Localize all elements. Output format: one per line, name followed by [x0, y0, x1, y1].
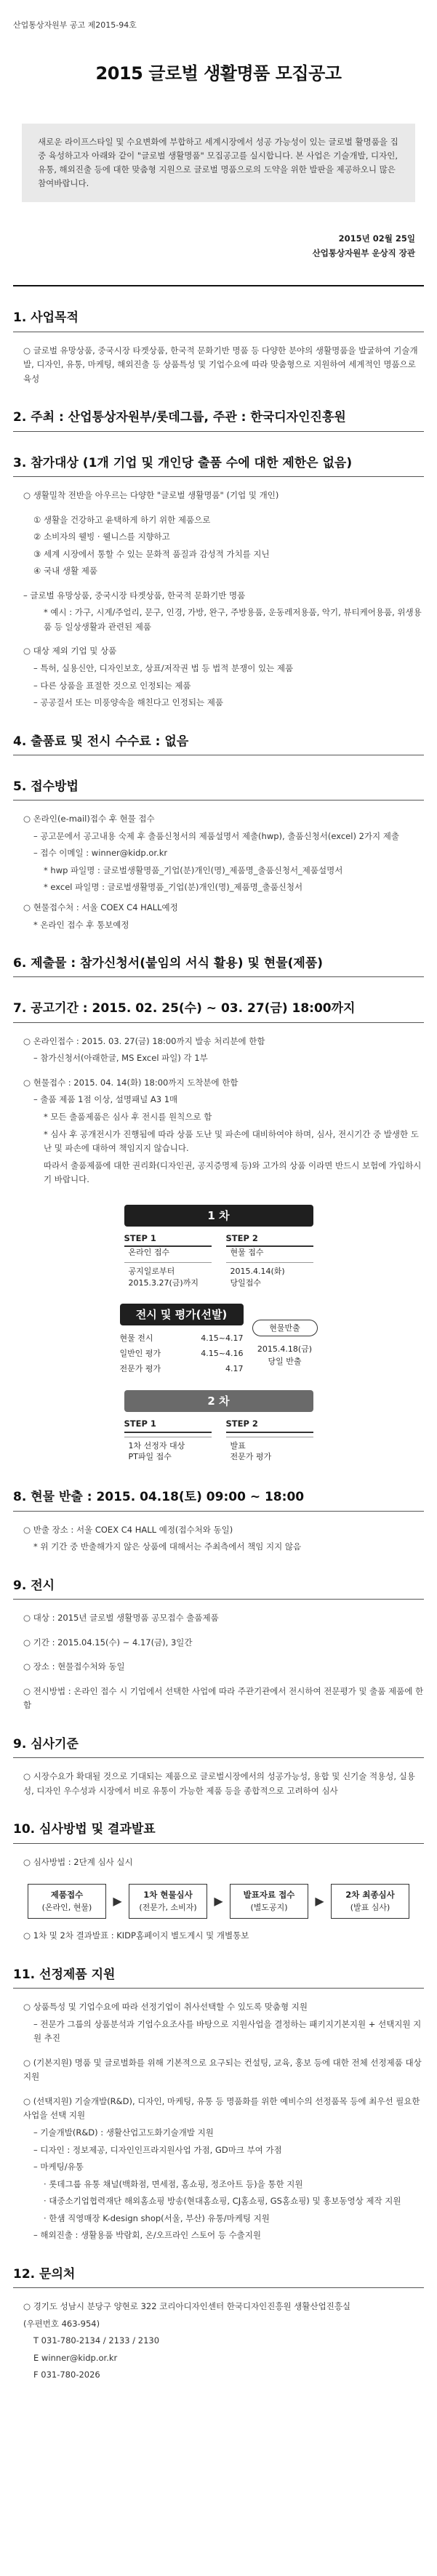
list-item: – 전문가 그룹의 상품분석과 기업수요조사를 바탕으로 지원사업을 결정하는 패키지기본지원 + 선택지원 지원 추진: [33, 2018, 422, 2044]
list-item: * hwp 파일명 : 글로벌생활명품_기업(분)개인(명)_제품명_출품신청서_제품설명서: [44, 864, 343, 875]
list-item: ○ 전시방법 : 온라인 접수 시 기업에서 선택한 사업에 따라 주관기관에서 전시하여 전문평가 및 출품 제품에 한함: [23, 1685, 424, 1711]
list-item: ○ 온라인(e-mail)접수 후 현물 접수: [23, 814, 155, 824]
return-block: [252, 1320, 318, 1368]
list-item: ○ 온라인접수 : 2015. 03. 27(금) 18:00까지 발송 처리분에 한함: [23, 1035, 265, 1046]
phase2-bar: 2 차: [124, 1390, 313, 1412]
flow-step: 제품접수 (온라인, 현물): [28, 1884, 106, 1919]
contact-fax: F 031-780-2026: [33, 2370, 100, 2380]
notice-number: 산업통상자원부 공고 제2015-94호: [13, 20, 137, 30]
step-sub: 현물 접수: [230, 1248, 264, 1258]
phase2-step1: [124, 1418, 212, 1466]
step-label: STEP 2: [226, 1232, 313, 1248]
eval-row: 전문가 평가 4.17: [119, 1363, 244, 1373]
list-item: – 디자인 : 정보제공, 디자인인프라지원사업 가점, GD마크 부여 가점: [33, 2144, 282, 2155]
contact-email: E winner@kidp.or.kr: [33, 2352, 118, 2363]
evaluation-block: [120, 1304, 244, 1377]
flow-step: 발표자료 접수 (별도공지): [230, 1884, 308, 1919]
divider: [13, 285, 424, 286]
list-item: ○ 대상 제외 기업 및 상품: [23, 646, 117, 657]
list-item: – 접수 이메일 : winner@kidp.or.kr: [33, 848, 168, 859]
contact-postcode: (우편번호 463-954): [23, 2318, 100, 2329]
return-date: 2015.4.18(금) 당일 반출: [257, 1344, 313, 1366]
section-host: [13, 408, 424, 431]
list-item: ○ 대상 : 2015년 글로벌 생활명품 공모접수 출품제품: [23, 1613, 219, 1624]
list-item: ○ 생활밀착 전반을 아우르는 다양한 "글로벌 생활명품" (기업 및 개인): [23, 490, 279, 501]
section-criteria: [13, 1735, 424, 1798]
list-item: ① 생활을 건강하고 윤택하게 하기 위한 제품으로: [33, 514, 211, 525]
list-item: – 공공질서 또는 미풍양속을 해친다고 인정되는 제품: [33, 697, 223, 708]
list-item: – 참가신청서(아래한글, MS Excel 파일) 각 1부: [33, 1053, 208, 1064]
section-submission: [13, 954, 424, 977]
section-period: [13, 999, 424, 1466]
flow-step: 1차 현물심사 (전문가, 소비자): [129, 1884, 207, 1919]
phase1-step1: [124, 1232, 212, 1292]
step-box: 공지일로부터 2015.3.27(금)까지: [124, 1262, 212, 1292]
phase1-bar: 1 차: [124, 1205, 313, 1227]
step-box: 2015.4.14(화) 당일접수: [226, 1262, 313, 1292]
evaluation-bar: 전시 및 평가(선발): [120, 1304, 244, 1325]
section-title: 4. 출품료 및 전시 수수료 : 없음: [13, 732, 424, 755]
list-item: – 특허, 실용신안, 디자인보호, 상표/저작권 법 등 법적 분쟁이 있는 제품: [33, 662, 294, 673]
list-item: – 기술개발(R&D) : 생활산업고도화기술개발 지원: [33, 2127, 214, 2138]
section-title: 9. 심사기준: [13, 1735, 424, 1758]
list-item: ④ 국내 생활 제품: [33, 566, 97, 577]
list-item: ③ 세계 시장에서 통할 수 있는 문화적 품질과 감성적 가치를 지닌: [33, 548, 270, 559]
list-item: ○ 시장수요가 확대될 것으로 기대되는 제품으로 글로벌시장에서의 성공가능성, 용합 및 신기술 적용성, 실용성, 디자인 우수성과 시장에서 비로 유통이 가능한 제품 등을 종합적으로 고려하여 심사: [23, 1771, 415, 1796]
list-item: * 모든 출품제품은 심사 후 전시를 원칙으로 함: [44, 1111, 212, 1122]
intro-box: 새로운 라이프스타일 및 수요변화에 부합하고 세계시장에서 성공 가능성이 있는 글로벌 활명품을 집중 육성하고자 아래와 같이 "글로벌 생활명품" 모집공고를 실시합니다. 본 사업은 기술개발, 디자인, 유통, 해외진출 등에 대한 맞춤형 지원으로 글로벌 명품으로의 도약을 위한 발판을 제공하오니 많은 참여바랍니다.: [22, 124, 415, 202]
section-title: 10. 심사방법 및 결과발표: [13, 1820, 424, 1843]
section-eligibility: [13, 454, 424, 710]
notice-date: 2015년 02월 25일: [338, 233, 415, 244]
step-label: STEP 2: [226, 1418, 313, 1433]
list-item: * 예시 : 가구, 시계/주얼리, 문구, 인경, 가방, 완구, 주방용품, 운동레저용품, 악기, 뷰티케어용품, 위생용품 등 일상생활과 관련된 제품: [44, 607, 422, 632]
list-item: ○ 현물접수 : 2015. 04. 14(화) 18:00까지 도착분에 한함: [23, 1077, 238, 1088]
list-item: ② 소비자의 웰빙 · 웰니스를 지향하고: [33, 531, 170, 542]
section-purpose: [13, 308, 424, 386]
review-flow: [28, 1884, 409, 1919]
return-pill: 현물반출: [252, 1320, 318, 1336]
section-title: 5. 접수방법: [13, 777, 424, 801]
list-item: ○ 장소 : 현물접수처와 동일: [23, 1661, 125, 1672]
list-item: ○ (기본지원) 명품 및 글로벌화를 위해 기본적으로 요구되는 컨설팅, 교육, 홍보 등에 대한 전체 선정제품 대상 지원: [23, 2057, 422, 2082]
section-title: 6. 제출물 : 참가신청서(붙임의 서식 활용) 및 현물(제품): [13, 954, 424, 977]
section-title: 12. 문의처: [13, 2265, 424, 2288]
list-item: 따라서 출품제품에 대한 권리화(디자인권, 공지증명제 등)와 고가의 상품 이라면 반드시 보험에 가입하시기 바랍니다.: [44, 1160, 422, 1185]
section-title: 11. 선정제품 지원: [13, 1965, 424, 1989]
section-title: 1. 사업목적: [13, 308, 424, 332]
list-item: · 한샘 직영매장 K-design shop(서울, 부산) 유통/마케팅 지원: [44, 2212, 270, 2223]
list-item: * 온라인 접수 후 통보예정: [33, 919, 129, 930]
step-label: STEP 1: [124, 1418, 212, 1433]
section-title: 7. 공고기간 : 2015. 02. 25(수) ~ 03. 27(금) 18:00까지: [13, 999, 424, 1022]
step-label: STEP 1: [124, 1232, 212, 1248]
list-item: ○ (선택지원) 기술개발(R&D), 디자인, 마케팅, 유통 등 명품화를 위한 예비수의 선정품목 등에 최우선 필요한 사업을 선택 지원: [23, 2095, 420, 2121]
date-block: [13, 231, 424, 260]
section-support: [13, 1965, 424, 2243]
section-title: 2. 주최 : 산업통상자원부/롯데그룹, 주관 : 한국디자인진흥원: [13, 408, 424, 431]
arrow-right-icon: ▶: [113, 1893, 122, 1908]
list-item: – 마케팅/유통: [33, 2162, 84, 2172]
schedule-diagram: [13, 1205, 424, 1466]
section-return: [13, 1488, 424, 1554]
list-item: ○ 반출 장소 : 서울 COEX C4 HALL 예정(접수처와 동일): [23, 1524, 233, 1535]
page-title: 2015 글로벌 생활명품 모집공고: [95, 63, 342, 84]
arrow-right-icon: ▶: [315, 1893, 324, 1908]
list-item: · 롯데그룹 유통 채널(백화점, 면세점, 홈쇼핑, 정조아트 등)을 통한 지원: [44, 2178, 303, 2189]
contact-phone: T 031-780-2134 / 2133 / 2130: [33, 2335, 160, 2346]
flow-step: 2차 최종심사 (발표 심사): [331, 1884, 409, 1919]
list-item: * 심사 후 공개전시가 진행됨에 따라 상품 도난 및 파손에 대비하여야 하며, 심사, 전시기간 중 발생한 도난 및 파손에 대하여 책임지지 않습니다.: [44, 1128, 419, 1154]
list-item: ○ 심사방법 : 2단계 심사 실시: [23, 1856, 133, 1867]
eval-row: 일반인 평가 4.15~4.16: [119, 1349, 244, 1359]
section-contact: [13, 2265, 424, 2383]
phase1-step2: [226, 1232, 313, 1292]
list-item: – 글로벌 유망상품, 중국시장 타겟상품, 한국적 문화기반 명품: [23, 590, 246, 601]
list-item: ○ 현물접수처 : 서울 COEX C4 HALL예정: [23, 902, 178, 913]
phase2-step2: [226, 1418, 313, 1466]
section-fee: [13, 732, 424, 755]
list-item: · 대중소기업협력재단 해외홈쇼핑 방송(현대홈쇼핑, CJ홈쇼핑, GS홈쇼핑) 및 홍보동영상 제작 지원: [44, 2196, 401, 2207]
step-box: 1차 선정자 대상 PT파일 접수: [124, 1437, 212, 1466]
list-item: – 해외진출 : 생활용품 박람회, 온/오프라인 스토어 등 수출지원: [33, 2230, 262, 2241]
section-text: ○ 글로벌 유망상품, 중국시장 타겟상품, 한국적 문화기반 명품 등 다양한 분야의 생활명품을 발굴하여 기술개발, 디자인, 유통, 마케팅, 해외진출 등 상품특성 및 기업수요에 따라 맞춤형으로 지원하여 세계적인 명품으로 육성: [23, 345, 418, 384]
list-item: * excel 파일명 : 글로벌생활명품_기업(분)개인(명)_제품명_출품신청서: [44, 882, 303, 893]
list-item: – 공고문에서 공고내용 숙제 후 출품신청서의 제품설명서 제출(hwp), 출품신청서(excel) 2가지 제출: [33, 830, 399, 841]
step-box: 발표 전문가 평가: [226, 1437, 313, 1466]
eval-row: 현물 전시 4.15~4.17: [119, 1333, 244, 1344]
section-title: 3. 참가대상 (1개 기업 및 개인당 출품 수에 대한 제한은 없음): [13, 454, 424, 477]
section-method: [13, 777, 424, 932]
list-item: ○ 상품특성 및 기업수요에 따라 선정기업이 취사선택할 수 있도록 맞춤형 지원: [23, 2002, 308, 2013]
step-sub: 온라인 접수: [128, 1248, 170, 1258]
section-title: 9. 전시: [13, 1576, 424, 1600]
arrow-right-icon: ▶: [214, 1893, 223, 1908]
list-item: * 위 기간 중 반출해가지 않은 상품에 대해서는 주최측에서 책임 지지 않음: [33, 1541, 302, 1552]
section-review: [13, 1820, 424, 1943]
contact-address: ○ 경기도 성남시 분당구 양현로 322 코리아디자인센터 한국디자인진흥원 생활산업진흥실: [23, 2301, 351, 2312]
list-item: – 출품 제품 1점 이상, 설명패널 A3 1매: [33, 1094, 178, 1105]
list-item: ○ 1차 및 2차 결과발표 : KIDP홈페이지 별도게시 및 개별통보: [23, 1930, 249, 1941]
section-exhibition: [13, 1576, 424, 1713]
list-item: ○ 기간 : 2015.04.15(수) ~ 4.17(금), 3일간: [23, 1637, 193, 1648]
issuer: 산업통상자원부 운상직 장관: [312, 248, 415, 259]
list-item: – 다른 상품을 표절한 것으로 인정되는 제품: [33, 680, 191, 691]
section-title: 8. 현물 반출 : 2015. 04.18(토) 09:00 ~ 18:00: [13, 1488, 424, 1511]
